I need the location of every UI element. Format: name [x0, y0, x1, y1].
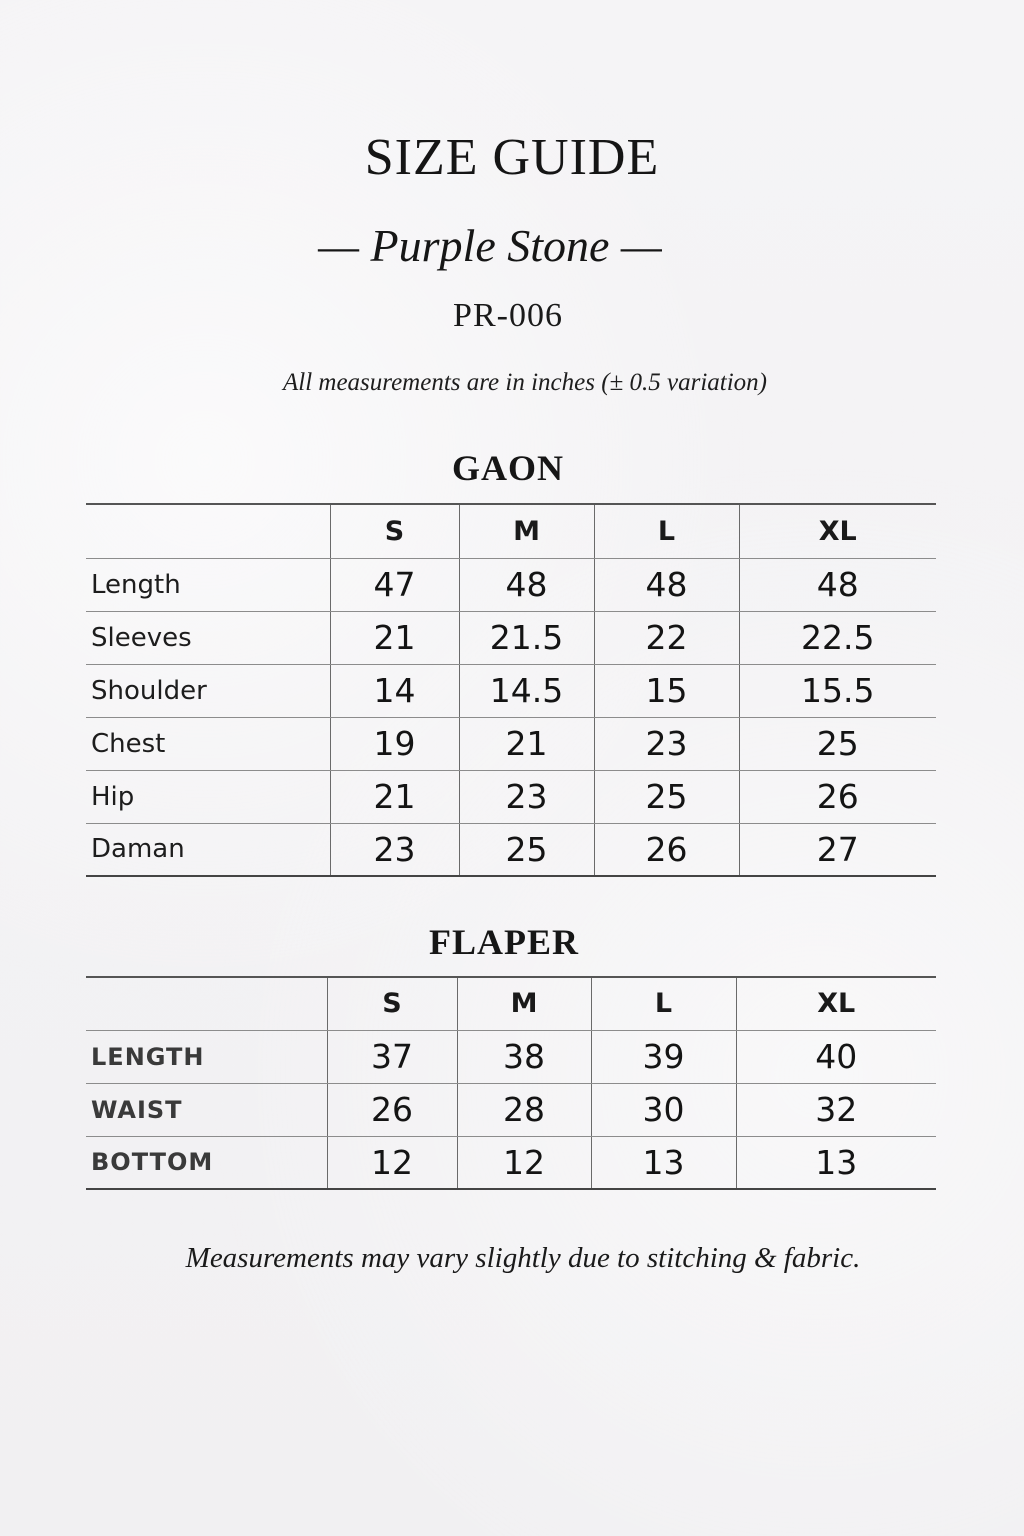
table-cell: 22: [594, 611, 739, 664]
gaon-size-table: [86, 503, 936, 877]
page-title: SIZE GUIDE: [364, 129, 660, 186]
table-cell: 30: [591, 1083, 736, 1136]
table-header-row: [86, 504, 936, 558]
corner-cell: [86, 504, 330, 558]
size-header-s: S: [330, 504, 459, 558]
table-cell: 47: [330, 558, 459, 611]
table-cell: 48: [459, 558, 594, 611]
footer-note: Measurements may vary slightly due to stitching & fabric.: [185, 1242, 861, 1274]
size-header-s: S: [327, 977, 457, 1030]
table-cell: 48: [594, 558, 739, 611]
table-header-row: [86, 977, 936, 1030]
row-label: Shoulder: [86, 664, 330, 717]
table-cell: 19: [330, 717, 459, 770]
product-code: PR-006: [453, 297, 563, 334]
row-label: Daman: [86, 823, 330, 876]
table-cell: 25: [594, 770, 739, 823]
table-cell: 25: [739, 717, 936, 770]
row-label: Sleeves: [86, 611, 330, 664]
size-header-xl: XL: [736, 977, 936, 1030]
table-row: [86, 1136, 936, 1189]
corner-cell: [86, 977, 327, 1030]
table-cell: 48: [739, 558, 936, 611]
table-cell: 26: [739, 770, 936, 823]
row-label: BOTTOM: [86, 1136, 327, 1189]
table-cell: 38: [457, 1030, 591, 1083]
size-header-m: M: [457, 977, 591, 1030]
size-header-m: M: [459, 504, 594, 558]
table-cell: 21: [459, 717, 594, 770]
table-cell: 32: [736, 1083, 936, 1136]
table-row: [86, 1030, 936, 1083]
table-cell: 15.5: [739, 664, 936, 717]
measurement-note: All measurements are in inches (± 0.5 variation): [282, 369, 767, 396]
row-label: Chest: [86, 717, 330, 770]
product-name: — Purple Stone —: [318, 220, 662, 271]
table-cell: 22.5: [739, 611, 936, 664]
table-cell: 12: [327, 1136, 457, 1189]
table-cell: 37: [327, 1030, 457, 1083]
table-cell: 14.5: [459, 664, 594, 717]
table-row: [86, 611, 936, 664]
table-cell: 40: [736, 1030, 936, 1083]
table-cell: 25: [459, 823, 594, 876]
row-label: LENGTH: [86, 1030, 327, 1083]
table-cell: 21: [330, 770, 459, 823]
table-cell: 23: [594, 717, 739, 770]
table-cell: 26: [327, 1083, 457, 1136]
table-row: [86, 558, 936, 611]
table-cell: 23: [459, 770, 594, 823]
gaon-section-title: GAON: [452, 448, 564, 488]
table-cell: 13: [736, 1136, 936, 1189]
size-header-l: L: [591, 977, 736, 1030]
table-cell: 13: [591, 1136, 736, 1189]
table-row: [86, 770, 936, 823]
table-row: [86, 717, 936, 770]
table-cell: 21.5: [459, 611, 594, 664]
table-cell: 39: [591, 1030, 736, 1083]
table-cell: 21: [330, 611, 459, 664]
table-row: [86, 664, 936, 717]
flaper-size-table: [86, 976, 936, 1190]
row-label: Length: [86, 558, 330, 611]
table-row: [86, 1083, 936, 1136]
table-cell: 15: [594, 664, 739, 717]
flaper-section-title: FLAPER: [429, 922, 579, 962]
row-label: Hip: [86, 770, 330, 823]
table-cell: 26: [594, 823, 739, 876]
table-row: [86, 823, 936, 876]
table-cell: 14: [330, 664, 459, 717]
table-cell: 27: [739, 823, 936, 876]
size-header-xl: XL: [739, 504, 936, 558]
table-cell: 12: [457, 1136, 591, 1189]
row-label: WAIST: [86, 1083, 327, 1136]
table-cell: 28: [457, 1083, 591, 1136]
size-header-l: L: [594, 504, 739, 558]
table-cell: 23: [330, 823, 459, 876]
